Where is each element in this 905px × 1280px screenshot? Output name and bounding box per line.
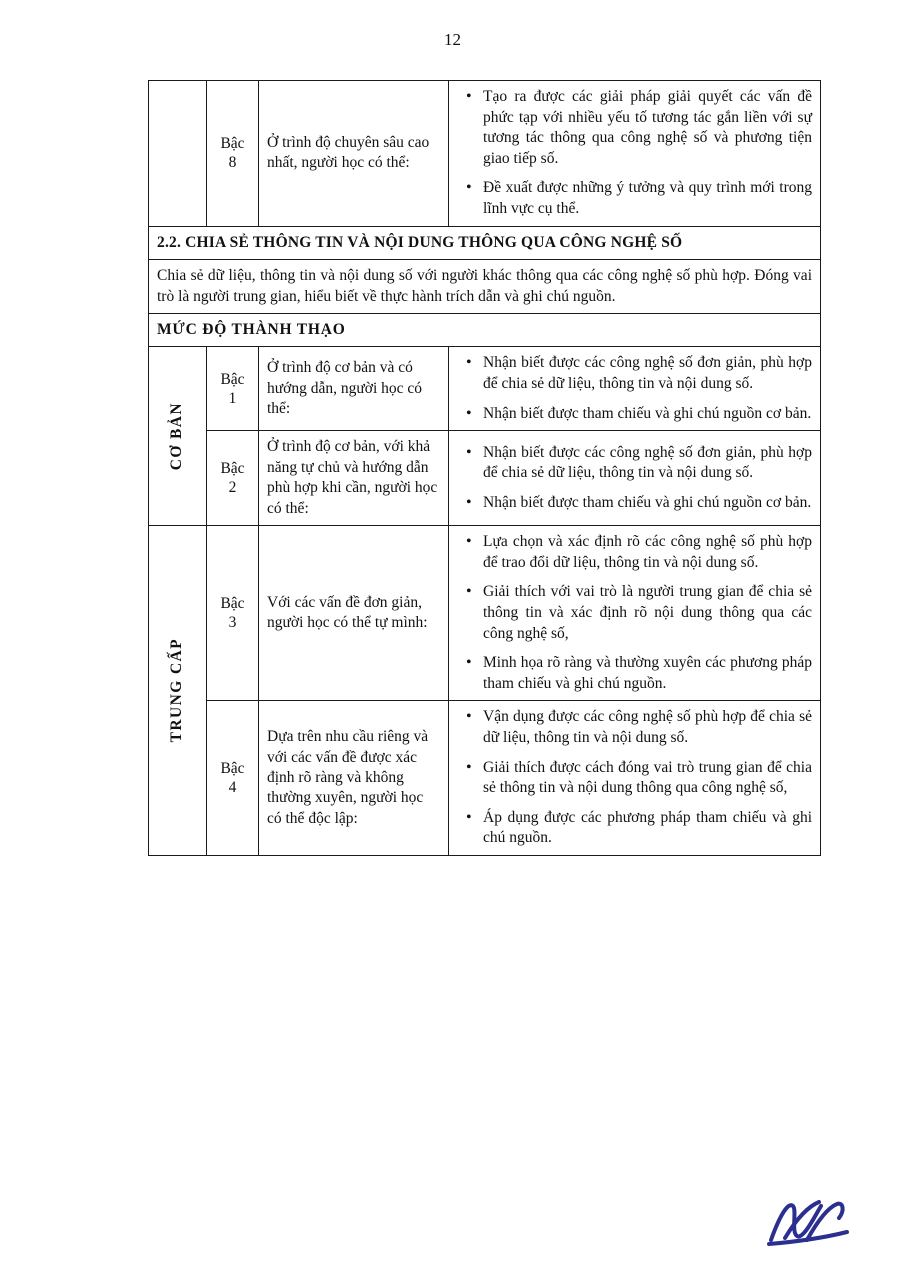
list-item: • Nhận biết được các công nghệ số đơn giản, phù hợp để chia sẻ dữ liệu, thông tin và nội dung số. <box>483 353 812 394</box>
list-item: • Đề xuất được những ý tưởng và quy trình mới trong lĩnh vực cụ thể. <box>483 178 812 219</box>
table-row <box>149 431 821 526</box>
page-number: 12 <box>444 30 461 49</box>
level-items <box>449 81 821 227</box>
level-cell <box>207 526 259 701</box>
list-item: • Tạo ra được các giải pháp giải quyết các vấn đề phức tạp với nhiều yếu tố tương tác gắn liền với sự tương tác thông qua công nghệ số và phương tiện giao tiếp số. <box>483 87 812 169</box>
table-header-row <box>149 314 821 347</box>
level-word: Bậc <box>220 370 245 388</box>
level-items <box>449 701 821 856</box>
level-cell <box>207 431 259 526</box>
section-heading: 2.2. CHIA SẺ THÔNG TIN VÀ NỘI DUNG THÔNG QUA CÔNG NGHỆ SỐ <box>149 226 821 259</box>
competency-table <box>148 80 821 856</box>
list-item: • Giải thích với vai trò là người trung gian để chia sẻ thông tin và xác định rõ nội dung thông qua các công nghệ số, <box>483 582 812 644</box>
section-body-row <box>149 260 821 314</box>
category-label: TRUNG CẤP <box>168 638 186 743</box>
list-item: • Áp dụng được các phương pháp tham chiếu và ghi chú nguồn. <box>483 808 812 849</box>
level-cell <box>207 347 259 431</box>
table-header-label: MỨC ĐỘ THÀNH THẠO <box>149 314 821 347</box>
list-item: • Nhận biết được các công nghệ số đơn giản, phù hợp để chia sẻ dữ liệu, thông tin và nội dung số. <box>483 443 812 484</box>
list-item: • Nhận biết được tham chiếu và ghi chú nguồn cơ bản. <box>483 493 812 514</box>
category-co-ban <box>149 347 207 526</box>
level-items <box>449 431 821 526</box>
level-description: Dựa trên nhu cầu riêng và với các vấn đề được xác định rõ ràng và không thường xuyên, người học có thể độc lập: <box>259 701 449 856</box>
level-cell <box>207 81 259 227</box>
level-word: Bậc <box>220 134 245 152</box>
table-row <box>149 526 821 701</box>
list-item: • Vận dụng được các công nghệ số phù hợp để chia sẻ dữ liệu, thông tin và nội dung số. <box>483 707 812 748</box>
section-heading-row <box>149 226 821 259</box>
table-row <box>149 701 821 856</box>
level-cell <box>207 701 259 856</box>
level-word: Bậc <box>220 759 245 777</box>
level-description: Ở trình độ cơ bản và có hướng dẫn, người học có thể: <box>259 347 449 431</box>
level-word: Bậc <box>220 459 245 477</box>
category-trung-cap <box>149 526 207 856</box>
level-number: 2 <box>228 479 237 497</box>
table-row <box>149 81 821 227</box>
level-description: Ở trình độ chuyên sâu cao nhất, người học có thể: <box>259 81 449 227</box>
page-content <box>148 80 820 856</box>
level-word: Bậc <box>220 594 245 612</box>
level-items <box>449 347 821 431</box>
category-cell-empty <box>149 81 207 227</box>
level-number: 8 <box>228 154 237 172</box>
level-description: Với các vấn đề đơn giản, người học có thể tự mình: <box>259 526 449 701</box>
list-item: • Lựa chọn và xác định rõ các công nghệ số phù hợp để trao đổi dữ liệu, thông tin và nội dung số. <box>483 532 812 573</box>
signature-mark <box>763 1192 853 1252</box>
section-body: Chia sẻ dữ liệu, thông tin và nội dung số với người khác thông qua các công nghệ số phù hợp. Đóng vai trò là người trung gian, hiểu biết về thực hành trích dẫn và ghi chú nguồn. <box>149 260 821 314</box>
level-items <box>449 526 821 701</box>
category-label: CƠ BẢN <box>168 402 186 471</box>
level-number: 4 <box>228 779 237 797</box>
level-number: 1 <box>228 389 237 407</box>
list-item: • Minh họa rõ ràng và thường xuyên các phương pháp tham chiếu và ghi chú nguồn. <box>483 653 812 694</box>
list-item: • Giải thích được cách đóng vai trò trung gian để chia sẻ thông tin và nội dung thông qua công nghệ số, <box>483 758 812 799</box>
level-description: Ở trình độ cơ bản, với khả năng tự chủ và hướng dẫn phù hợp khi cần, người học có thể: <box>259 431 449 526</box>
table-row <box>149 347 821 431</box>
level-number: 3 <box>228 614 237 632</box>
list-item: • Nhận biết được tham chiếu và ghi chú nguồn cơ bản. <box>483 404 812 425</box>
